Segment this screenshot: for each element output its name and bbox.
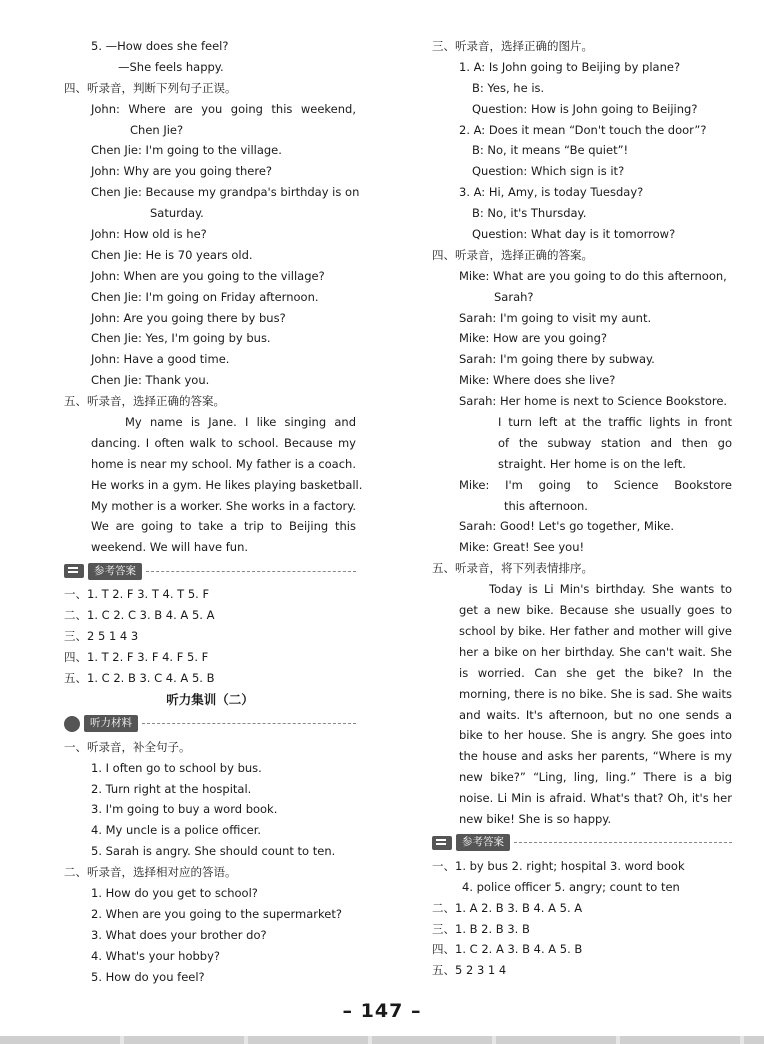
sec3-line: B: Yes, he is.	[472, 80, 545, 95]
left-sec4-title: 四、听录音，判断下列句子正误。	[64, 80, 237, 95]
dialog-line: Mike: Where does she live?	[459, 373, 616, 388]
dialog-line: Sarah: I'm going to visit my aunt.	[459, 310, 652, 325]
answer-line: 三、2 5 1 4 3	[64, 629, 139, 644]
dialog-line: straight. Her home is on the left.	[498, 456, 686, 471]
dialog-line: Sarah: Her home is next to Science Bookstore.	[459, 394, 728, 409]
p2-title: 二、听录音，选择相对应的答语。	[64, 865, 237, 880]
dialog-line: this afternoon.	[504, 498, 588, 513]
passage-line: We are going to take a trip to Beijing this	[91, 519, 356, 534]
answer-book-icon	[432, 836, 452, 850]
left-column	[64, 36, 363, 987]
answer-line: 二、1. C 2. C 3. B 4. A 5. A	[64, 608, 215, 623]
p2-item: 1. How do you get to school?	[91, 885, 258, 900]
dialog-line: Mike: I'm going to Science Bookstore	[459, 477, 732, 492]
dialog-line: John: Are you going there by bus?	[91, 310, 286, 325]
dialog-line: Chen Jie: I'm going to the village.	[91, 143, 282, 158]
passage-line: My name is Jane. I like singing and	[125, 415, 356, 430]
dialog-line: Chen Jie: Because my grandpa's birthday is on	[91, 185, 360, 200]
dialog-line: Sarah?	[494, 289, 534, 304]
dialog-line: Sarah: I'm going there by subway.	[459, 352, 655, 367]
p2-item: 5. How do you feel?	[91, 969, 205, 984]
answer-line: 五、5 2 3 1 4	[432, 963, 507, 978]
p1-title: 一、听录音，补全句子。	[64, 739, 191, 754]
p2-item: 2. When are you going to the supermarket?	[91, 906, 342, 921]
dashed-divider	[514, 842, 732, 843]
p1-item: 5. Sarah is angry. She should count to ten.	[91, 844, 336, 859]
dialog-line: Mike: Great! See you!	[459, 540, 585, 555]
page-edge	[0, 1036, 764, 1044]
dashed-divider	[142, 723, 356, 724]
answers-header	[432, 832, 732, 854]
passage-line: the house and asks her parents, “Where is my	[459, 749, 732, 764]
material-label: 听力材料	[84, 715, 138, 732]
answer-line: 4. police officer 5. angry; count to ten	[462, 879, 680, 894]
sec3-line: Question: How is John going to Beijing?	[472, 101, 698, 116]
sec3-line: 2. A: Does it mean “Don't touch the door”?	[459, 122, 707, 137]
q5-answer: —She feels happy.	[118, 59, 224, 74]
answer-line: 四、1. C 2. A 3. B 4. A 5. B	[432, 942, 583, 957]
passage-line: noise. Li Min is afraid. What's that? Oh, it's her	[459, 791, 732, 806]
passage-line: dancing. I often walk to school. Because my	[91, 435, 356, 450]
right-sec4-title: 四、听录音，选择正确的答案。	[432, 247, 593, 262]
right-passage	[432, 579, 732, 830]
q5-question: 5. —How does she feel?	[91, 39, 229, 53]
passage-line: new bike?” “Ling, ling, ling.” There is a big	[459, 770, 732, 785]
section-title: 听力集训（二）	[166, 691, 254, 707]
dialog-line: Mike: What are you going to do this afternoon,	[459, 268, 727, 283]
sec3-line: Question: Which sign is it?	[472, 164, 625, 179]
left-sec5-title: 五、听录音，选择正确的答案。	[64, 394, 225, 409]
answer-line: 一、1. by bus 2. right; hospital 3. word book	[432, 858, 685, 873]
p2-item: 3. What does your brother do?	[91, 927, 267, 942]
dialog-line: Chen Jie: Yes, I'm going by bus.	[91, 331, 271, 346]
passage-line: is worried. Can she get the bike? In the	[459, 665, 732, 680]
dialog-line: John: How old is he?	[91, 227, 207, 242]
dialog-line: John: Have a good time.	[91, 352, 230, 367]
answer-line: 四、1. T 2. F 3. F 4. F 5. F	[64, 649, 209, 664]
dialog-line: John: Why are you going there?	[91, 164, 272, 179]
passage-line: weekend. We will have fun.	[91, 540, 249, 555]
page-number: – 147 –	[342, 1000, 422, 1022]
answer-line: 二、1. A 2. B 3. B 4. A 5. A	[432, 900, 583, 915]
left-passage	[64, 412, 363, 558]
passage-line: new bike! She is so happy.	[459, 811, 612, 826]
passage-line: her a bike on her birthday. She can't wait. She	[459, 644, 732, 659]
dialog-line: Chen Jie: I'm going on Friday afternoon.	[91, 289, 319, 304]
p1-item: 1. I often go to school by bus.	[91, 760, 262, 775]
passage-line: morning, there is no bike. She is sad. She waits	[459, 686, 732, 701]
dialog-line: Chen Jie: He is 70 years old.	[91, 247, 253, 262]
dialog-line: John: When are you going to the village?	[91, 268, 325, 283]
page-number-value: 147	[360, 1000, 404, 1022]
answers-label: 参考答案	[88, 563, 142, 580]
dialog-line: I turn left at the traffic lights in front	[498, 415, 732, 430]
dashed-divider	[146, 571, 356, 572]
sec3-line: 3. A: Hi, Amy, is today Tuesday?	[459, 185, 644, 200]
passage-line: He works in a gym. He likes playing basketball.	[91, 477, 363, 492]
right-sec5-title: 五、听录音，将下列表情排序。	[432, 561, 593, 576]
p2-item: 4. What's your hobby?	[91, 948, 220, 963]
dialog-line: John: Where are you going this weekend,	[91, 101, 356, 116]
p1-item: 3. I'm going to buy a word book.	[91, 802, 278, 817]
dialog-line: Mike: How are you going?	[459, 331, 607, 346]
passage-line: My mother is a worker. She works in a factory.	[91, 498, 357, 513]
passage-line: bike to her house. She is angry. She goes into	[459, 728, 732, 743]
sec3-line: B: No, it means “Be quiet”!	[472, 143, 629, 158]
material-header	[64, 713, 356, 735]
headphones-icon	[64, 716, 80, 732]
p1-item: 4. My uncle is a police officer.	[91, 823, 262, 838]
answers-header	[64, 560, 356, 582]
dialog-line: Sarah: Good! Let's go together, Mike.	[459, 519, 675, 534]
right-column	[432, 36, 732, 981]
passage-line: school by bike. Her father and mother will give	[459, 623, 732, 638]
passage-line: get a new bike. Because she usually goes to	[459, 603, 732, 618]
dialog-line: Saturday.	[150, 206, 204, 221]
p1-item: 2. Turn right at the hospital.	[91, 781, 252, 796]
passage-line: Today is Li Min's birthday. She wants to	[489, 582, 732, 597]
sec3-line: Question: What day is it tomorrow?	[472, 227, 676, 242]
dialog-line: Chen Jie?	[130, 122, 184, 137]
answer-book-icon	[64, 564, 84, 578]
answers-label: 参考答案	[456, 834, 510, 851]
answer-line: 五、1. C 2. B 3. C 4. A 5. B	[64, 670, 215, 685]
answer-line: 一、1. T 2. F 3. T 4. T 5. F	[64, 587, 210, 602]
dialog-line: Chen Jie: Thank you.	[91, 373, 210, 388]
passage-line: and waits. It's afternoon, but no one sends a	[459, 707, 732, 722]
passage-line: home is near my school. My father is a coach.	[91, 456, 356, 471]
sec3-line: B: No, it's Thursday.	[472, 206, 587, 221]
sec3-line: 1. A: Is John going to Beijing by plane?	[459, 59, 681, 74]
dialog-line: of the subway station and then go	[498, 435, 732, 450]
right-sec3-title: 三、听录音，选择正确的图片。	[432, 39, 593, 53]
answer-line: 三、1. B 2. B 3. B	[432, 921, 530, 936]
